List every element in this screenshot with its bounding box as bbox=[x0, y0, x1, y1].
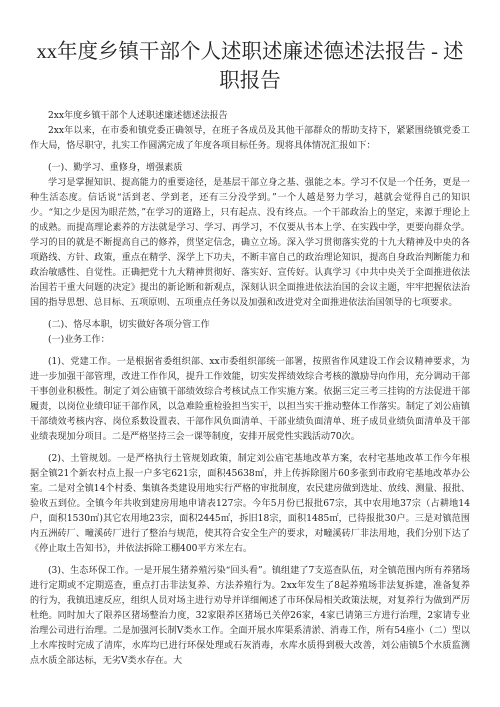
paragraph: 学习是掌握知识、提高能力的重要途径，是基层干部立身之基、强能之本。学习不仅是一个任务，更是一种生活态度。信话说“活到老、学到老，还有三分没学到。”一个人越是努力学习，越就会觉得自己的知识少。“知之少是因为眼茫然，”在学习的道路上，只有起点、没有终点。一个干部政治上的坚定，来源于理论上的成熟。而提高理论素养的方法就是学习、学习、再学习，不仅要从书本上学、在实践中学，更要向群众学。学习的目的就是不断提高自己的修养，贯坚定信念，确立立场。深入学习贯彻落实党的十九大精神及中央的各项路线、方针、政策，重点在精学、深学上下功夫，不断丰富自己的政治理论知识，提高自身政治判断能力和政治敏感性、自觉性。正确把党十九大精神贯彻好、落实好、宣传好。认真学习《中共中央关于全面推进依法治国若干重大问题的决定》提出的新论断和新观点，深刻认识全面推进依法治国的会议主题，牢牢把握依法治国的指导思想、总目标、五项原则、五项重点任务以及加强和改进党对全面推进依法治国领导的七项要求。 bbox=[30, 178, 470, 309]
paragraph: (二)、恪尽本职，切实做好各项分管工作 bbox=[48, 320, 210, 331]
document-body bbox=[30, 109, 470, 669]
paragraph: (1)、党建工作。一是根据省委组织部、xx市委组织部统一部署，按照省作风建设工作会议精神要求，为进一步加强干部管理，改进工作作风，提升工作效能，切实发挥绩效综合考核的激励导向作用，充分调动干部干事创业积极性。制定了刘公庙镇干部绩效综合考核试点工作实施方案。依据三定三考三挂钩的方法促进干部履责，以岗位业绩印证干部作风，以急难险重检验担当实干，以担当实干推动整体工作落实。制定了刘公庙镇干部绩效考核内容、岗位系数设置表、干部作风负面清单、干部业绩负面清单、班子成员业绩负面清单及干部业绩表现加分项目。二是严格坚持三会一课等制度，安排开展党性实践活动70次。 bbox=[30, 357, 470, 443]
document-title: xx年度乡镇干部个人述职述廉述德述法报告 - 述职报告 bbox=[36, 41, 464, 92]
paragraph: 2xx年以来，在市委和镇党委正确领导，在班子各成员及其他干部群众的帮助支持下，紧紧围绕镇党委工作大局，恪尽职守，扎实工作圆满完成了年度各项目标任务。现将具体情况汇报如下： bbox=[30, 126, 470, 152]
paragraph: (2)、土管规划。一是严格执行土管规划政策，制定刘公庙宅基地改革方案，农村宅基地改革工作今年根据全镇21个新农村点上报一户多宅621宗，面积45638㎡，并上传拆除图片60多张到市政府宅基地改革办公室。二是对全镇14个村委、集镇各类建设用地实行严格的审批制度，农民建房做到选址、放线、测量、报批、验收五到位。全镇今年共收到建房用地申请表127宗。今年5月份已报批67宗，其中农用地37宗（占耕地14户，面积1530㎡)其它农用地23宗，面积2445㎡，拆旧18宗，面积1485㎡，已待报批30户。三是对镇范围内五洲砖厂、疃溪砖厂进行了整治与规范，使其符合安全生产的要求，对疃溪砖厂非法用地，我们分别下达了《停止取土告知书》，并依法拆除工棚400平方米左右。 bbox=[30, 454, 470, 555]
paragraph: (一)业务工作： bbox=[48, 335, 110, 346]
paragraph: 2xx年度乡镇干部个人述职述廉述德述法报告 bbox=[48, 111, 228, 122]
paragraph: (一)、勤学习、重修身，增强素质 bbox=[48, 163, 183, 174]
paragraph: (3)、生态环保工作。一是开展生猪养殖污染“回头看”。镇组建了7支巡查队伍，对全镇范围内所有养猪场进行定期或不定期巡查，重点打击非法复养、方法养殖行为。2xx年发生了8起养殖场非法复拆建，准备复养的行为，我镇迅速反应，组织人员对场主进行劝导并详细阐述了市环保局相关政策法规，对复养行为做到严厉杜绝。同时加大了限养区猪场整治力度，32家限养区猪场已关停26家，4家已请第三方进行治理，2家请专业治理公司进行治理。二是加强河长制V类水工作。全面开展水库渠系清淤、消毒工作，所有54座小（二）型以上水库按时完成了清库，水库均已进行环保处理或石灰消毒，水库水质得到极大改善，刘公庙镇5个水质监测点水质全部达标，无劣V类水存在。大 bbox=[30, 566, 470, 667]
